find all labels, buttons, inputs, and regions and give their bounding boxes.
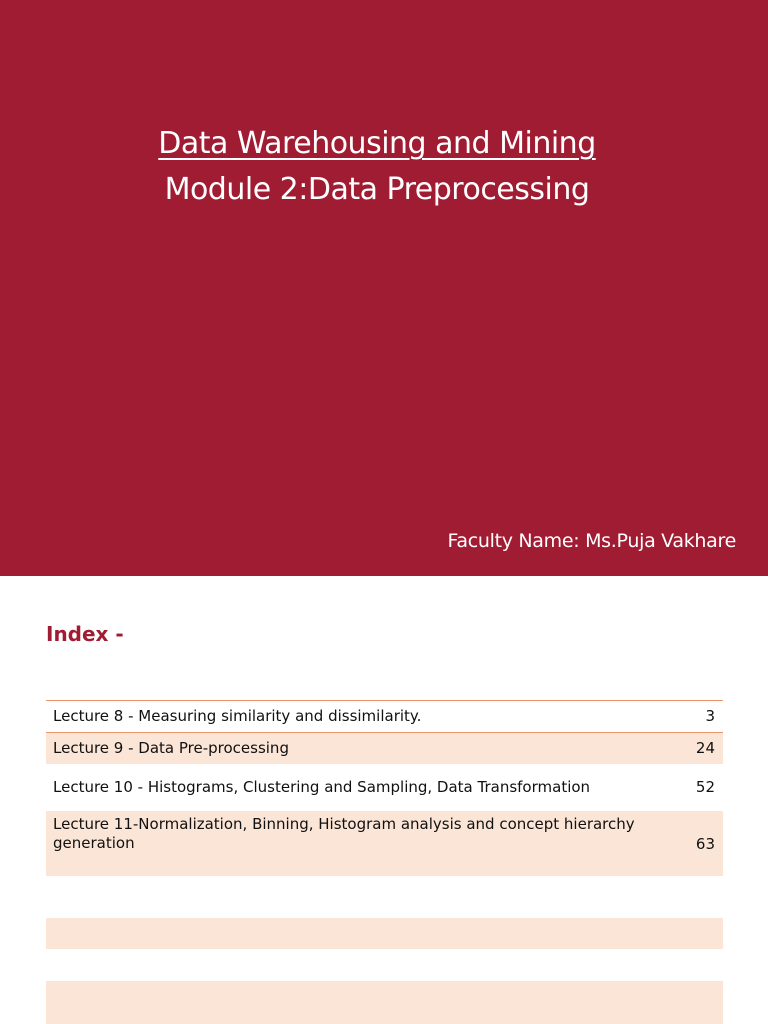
course-title: Data Warehousing and Mining (158, 126, 596, 161)
index-row (46, 764, 723, 811)
empty-table-row (46, 981, 723, 1024)
page-number: 24 (695, 739, 715, 757)
module-title: Module 2:Data Preprocessing (164, 172, 590, 207)
empty-table-row (46, 918, 723, 949)
page-number: 3 (705, 707, 715, 725)
faculty-name: Faculty Name: Ms.Puja Vakhare (447, 530, 736, 552)
index-heading: Index - (46, 622, 124, 646)
page-number: 63 (695, 835, 715, 853)
lecture-title: Lecture 9 - Data Pre-processing (53, 739, 289, 757)
page-number: 52 (695, 778, 715, 796)
lecture-title: Lecture 10 - Histograms, Clustering and Sampling, Data Transformation (53, 778, 591, 796)
lecture-title: Lecture 8 - Measuring similarity and dissimilarity. (53, 707, 422, 725)
lecture-title: Lecture 11-Normalization, Binning, Histogram analysis and concept hierarchy generation (53, 815, 635, 852)
index-row (46, 733, 723, 764)
index-table (46, 700, 723, 876)
index-row (46, 811, 723, 876)
index-row (46, 701, 723, 733)
